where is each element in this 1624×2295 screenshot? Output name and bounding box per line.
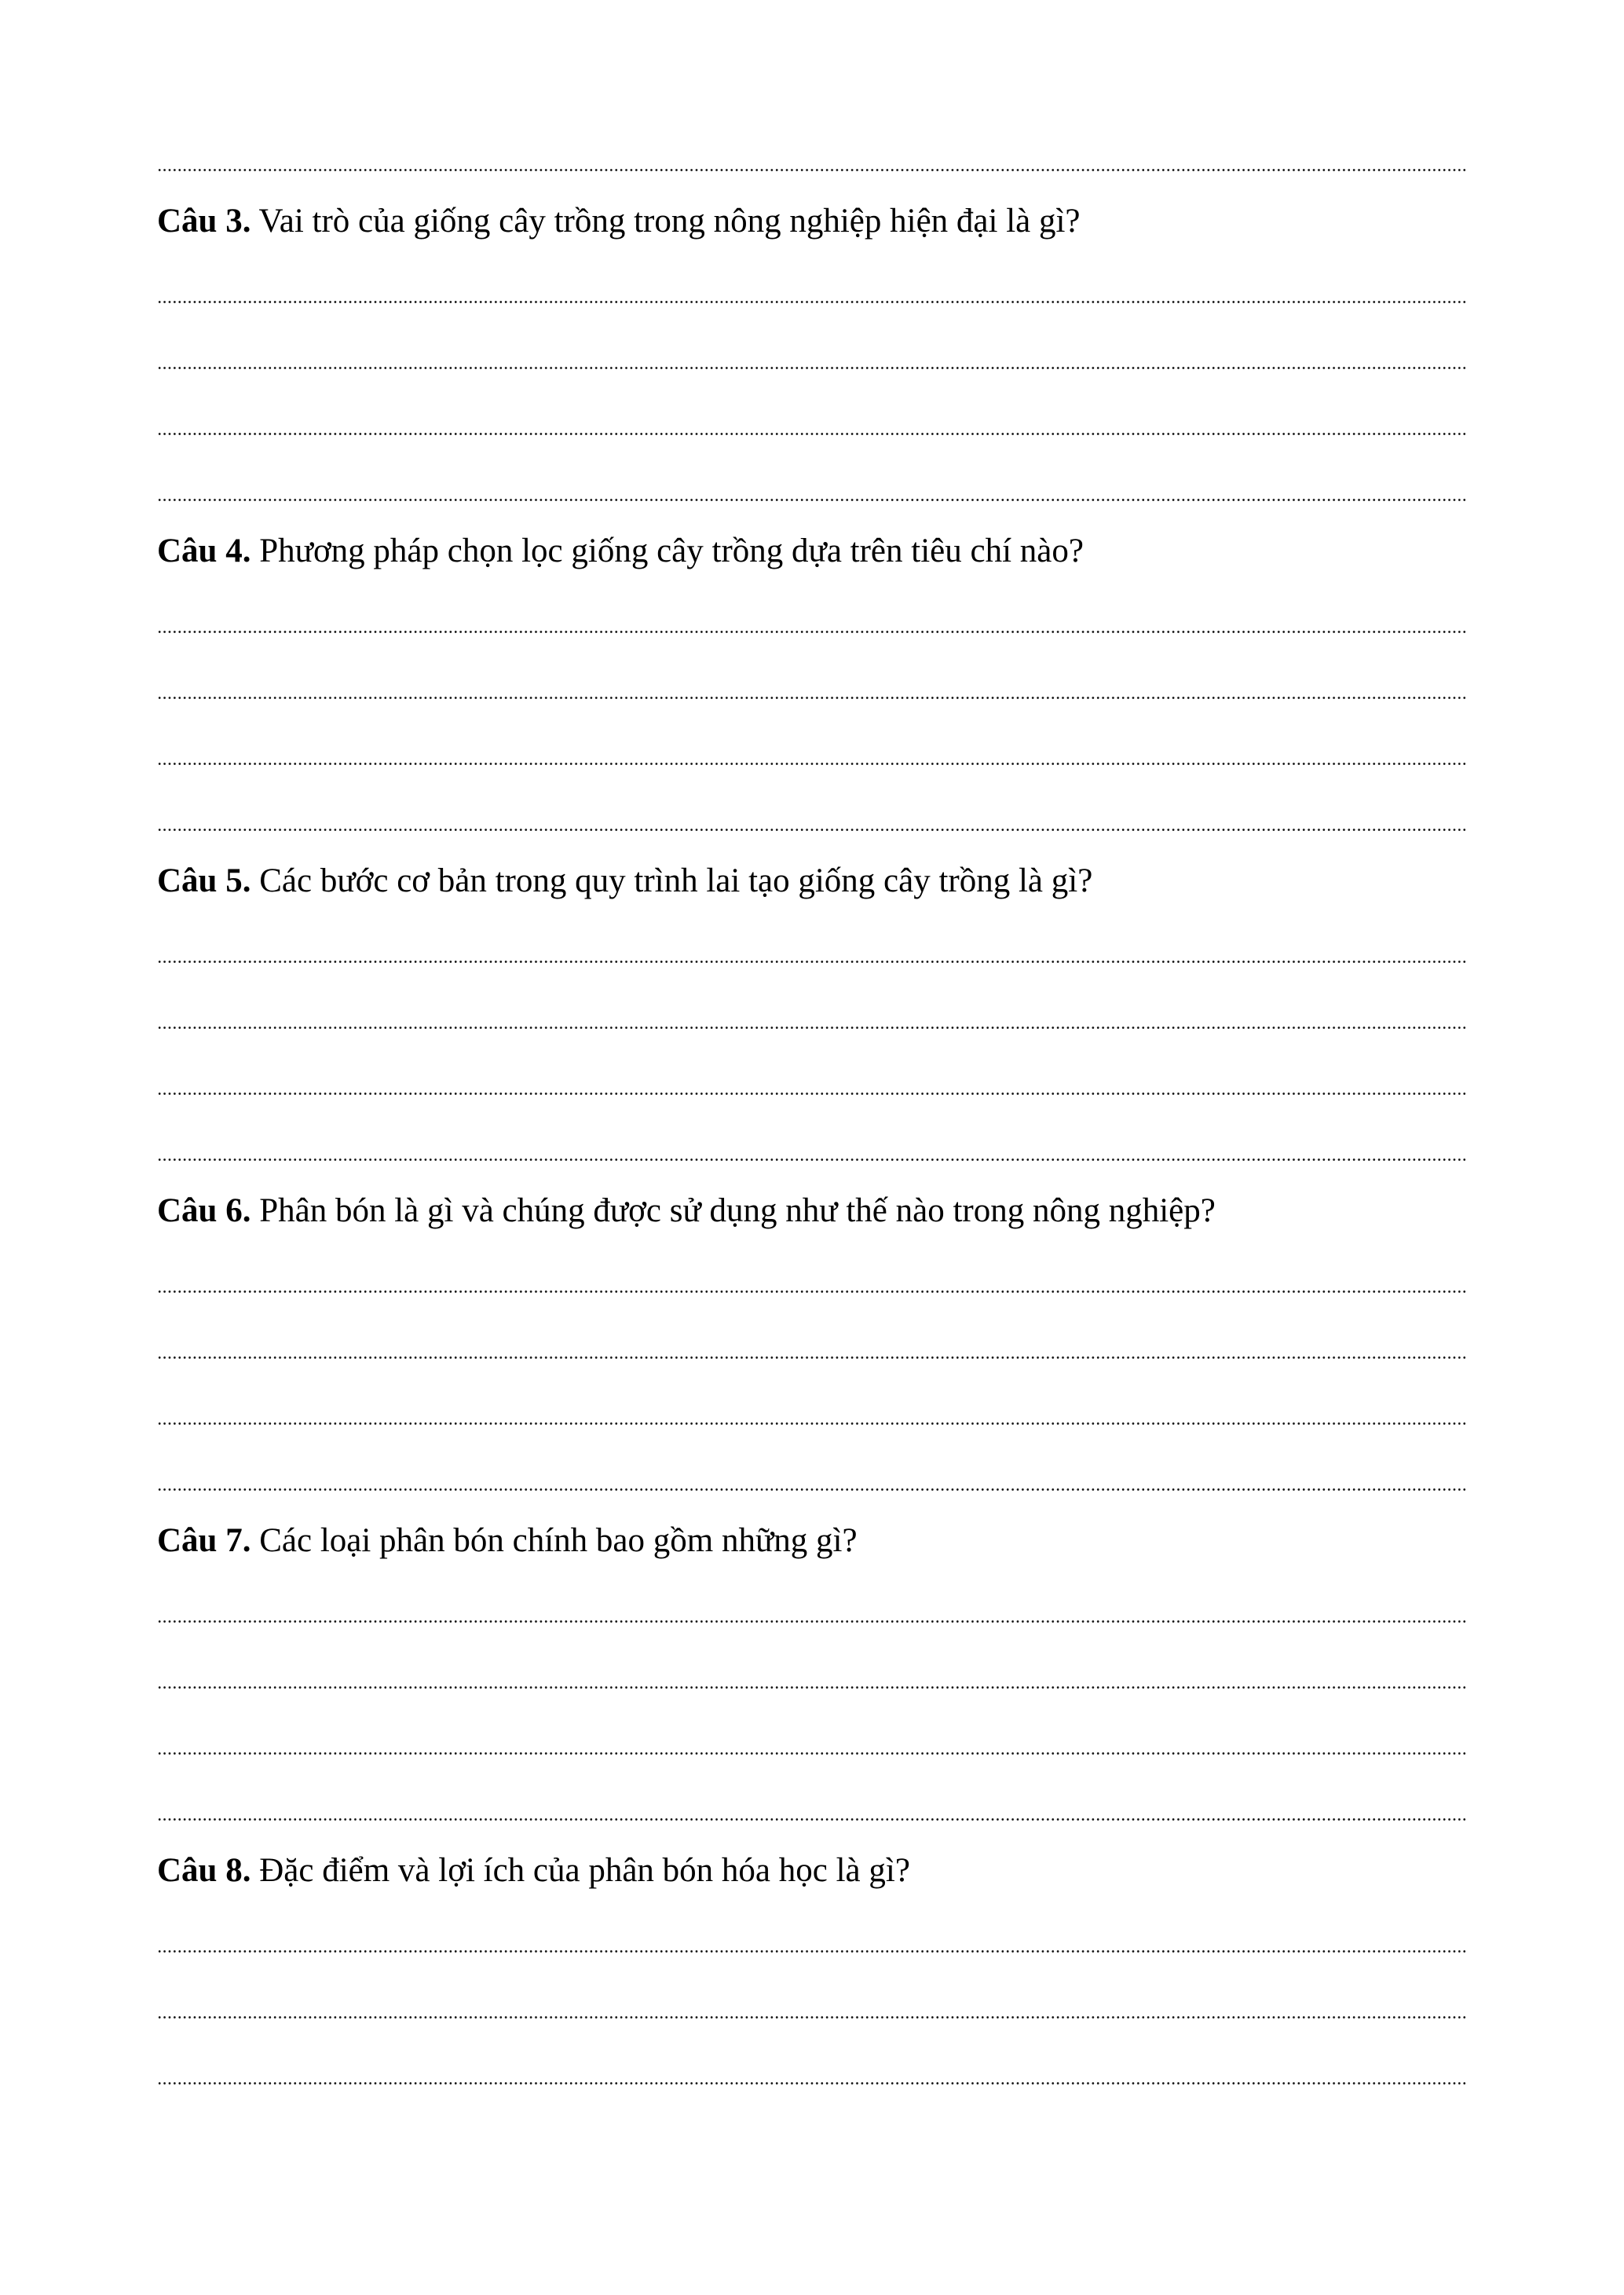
answer-line[interactable] xyxy=(157,320,1467,386)
answer-line[interactable] xyxy=(157,1442,1467,1508)
answer-line[interactable] xyxy=(157,1904,1467,1970)
answer-line[interactable] xyxy=(157,2036,1467,2102)
question-number: Câu 6. xyxy=(157,1192,251,1229)
answer-line[interactable] xyxy=(157,782,1467,848)
answer-line[interactable] xyxy=(157,584,1467,650)
question-text: Đặc điểm và lợi ích của phân bón hóa học là gì? xyxy=(259,1852,910,1889)
answer-line[interactable] xyxy=(157,1112,1467,1178)
question-number: Câu 4. xyxy=(157,533,251,569)
answer-line[interactable] xyxy=(157,386,1467,452)
question-7 xyxy=(157,1508,1467,1574)
answer-line[interactable] xyxy=(157,1772,1467,1838)
question-text: Vai trò của giống cây trồng trong nông nghiệp hiện đại là gì? xyxy=(258,203,1081,240)
question-text: Các loại phân bón chính bao gồm những gì? xyxy=(259,1522,858,1559)
question-8 xyxy=(157,1838,1467,1904)
answer-line[interactable] xyxy=(157,914,1467,980)
question-text: Phương pháp chọn lọc giống cây trồng dựa trên tiêu chí nào? xyxy=(259,533,1084,569)
answer-line[interactable] xyxy=(157,1574,1467,1640)
question-number: Câu 8. xyxy=(157,1852,251,1889)
answer-line[interactable] xyxy=(157,980,1467,1046)
answer-line[interactable] xyxy=(157,1244,1467,1310)
question-4 xyxy=(157,518,1467,584)
answer-line[interactable] xyxy=(157,1310,1467,1376)
answer-line[interactable] xyxy=(157,1706,1467,1772)
question-6 xyxy=(157,1178,1467,1244)
question-text: Phân bón là gì và chúng được sử dụng như thế nào trong nông nghiệp? xyxy=(259,1192,1216,1229)
question-number: Câu 3. xyxy=(157,203,251,240)
answer-line[interactable] xyxy=(157,134,1467,189)
question-number: Câu 7. xyxy=(157,1522,251,1559)
answer-line[interactable] xyxy=(157,254,1467,320)
question-text: Các bước cơ bản trong quy trình lai tạo giống cây trồng là gì? xyxy=(259,862,1093,899)
answer-line[interactable] xyxy=(157,1970,1467,2036)
answer-line[interactable] xyxy=(157,452,1467,518)
answer-line[interactable] xyxy=(157,1640,1467,1706)
answer-line[interactable] xyxy=(157,650,1467,716)
question-3 xyxy=(157,189,1467,254)
question-number: Câu 5. xyxy=(157,862,251,899)
answer-line[interactable] xyxy=(157,716,1467,782)
answer-line[interactable] xyxy=(157,1376,1467,1442)
question-5 xyxy=(157,848,1467,914)
worksheet-page xyxy=(157,134,1467,2102)
answer-line[interactable] xyxy=(157,1046,1467,1112)
